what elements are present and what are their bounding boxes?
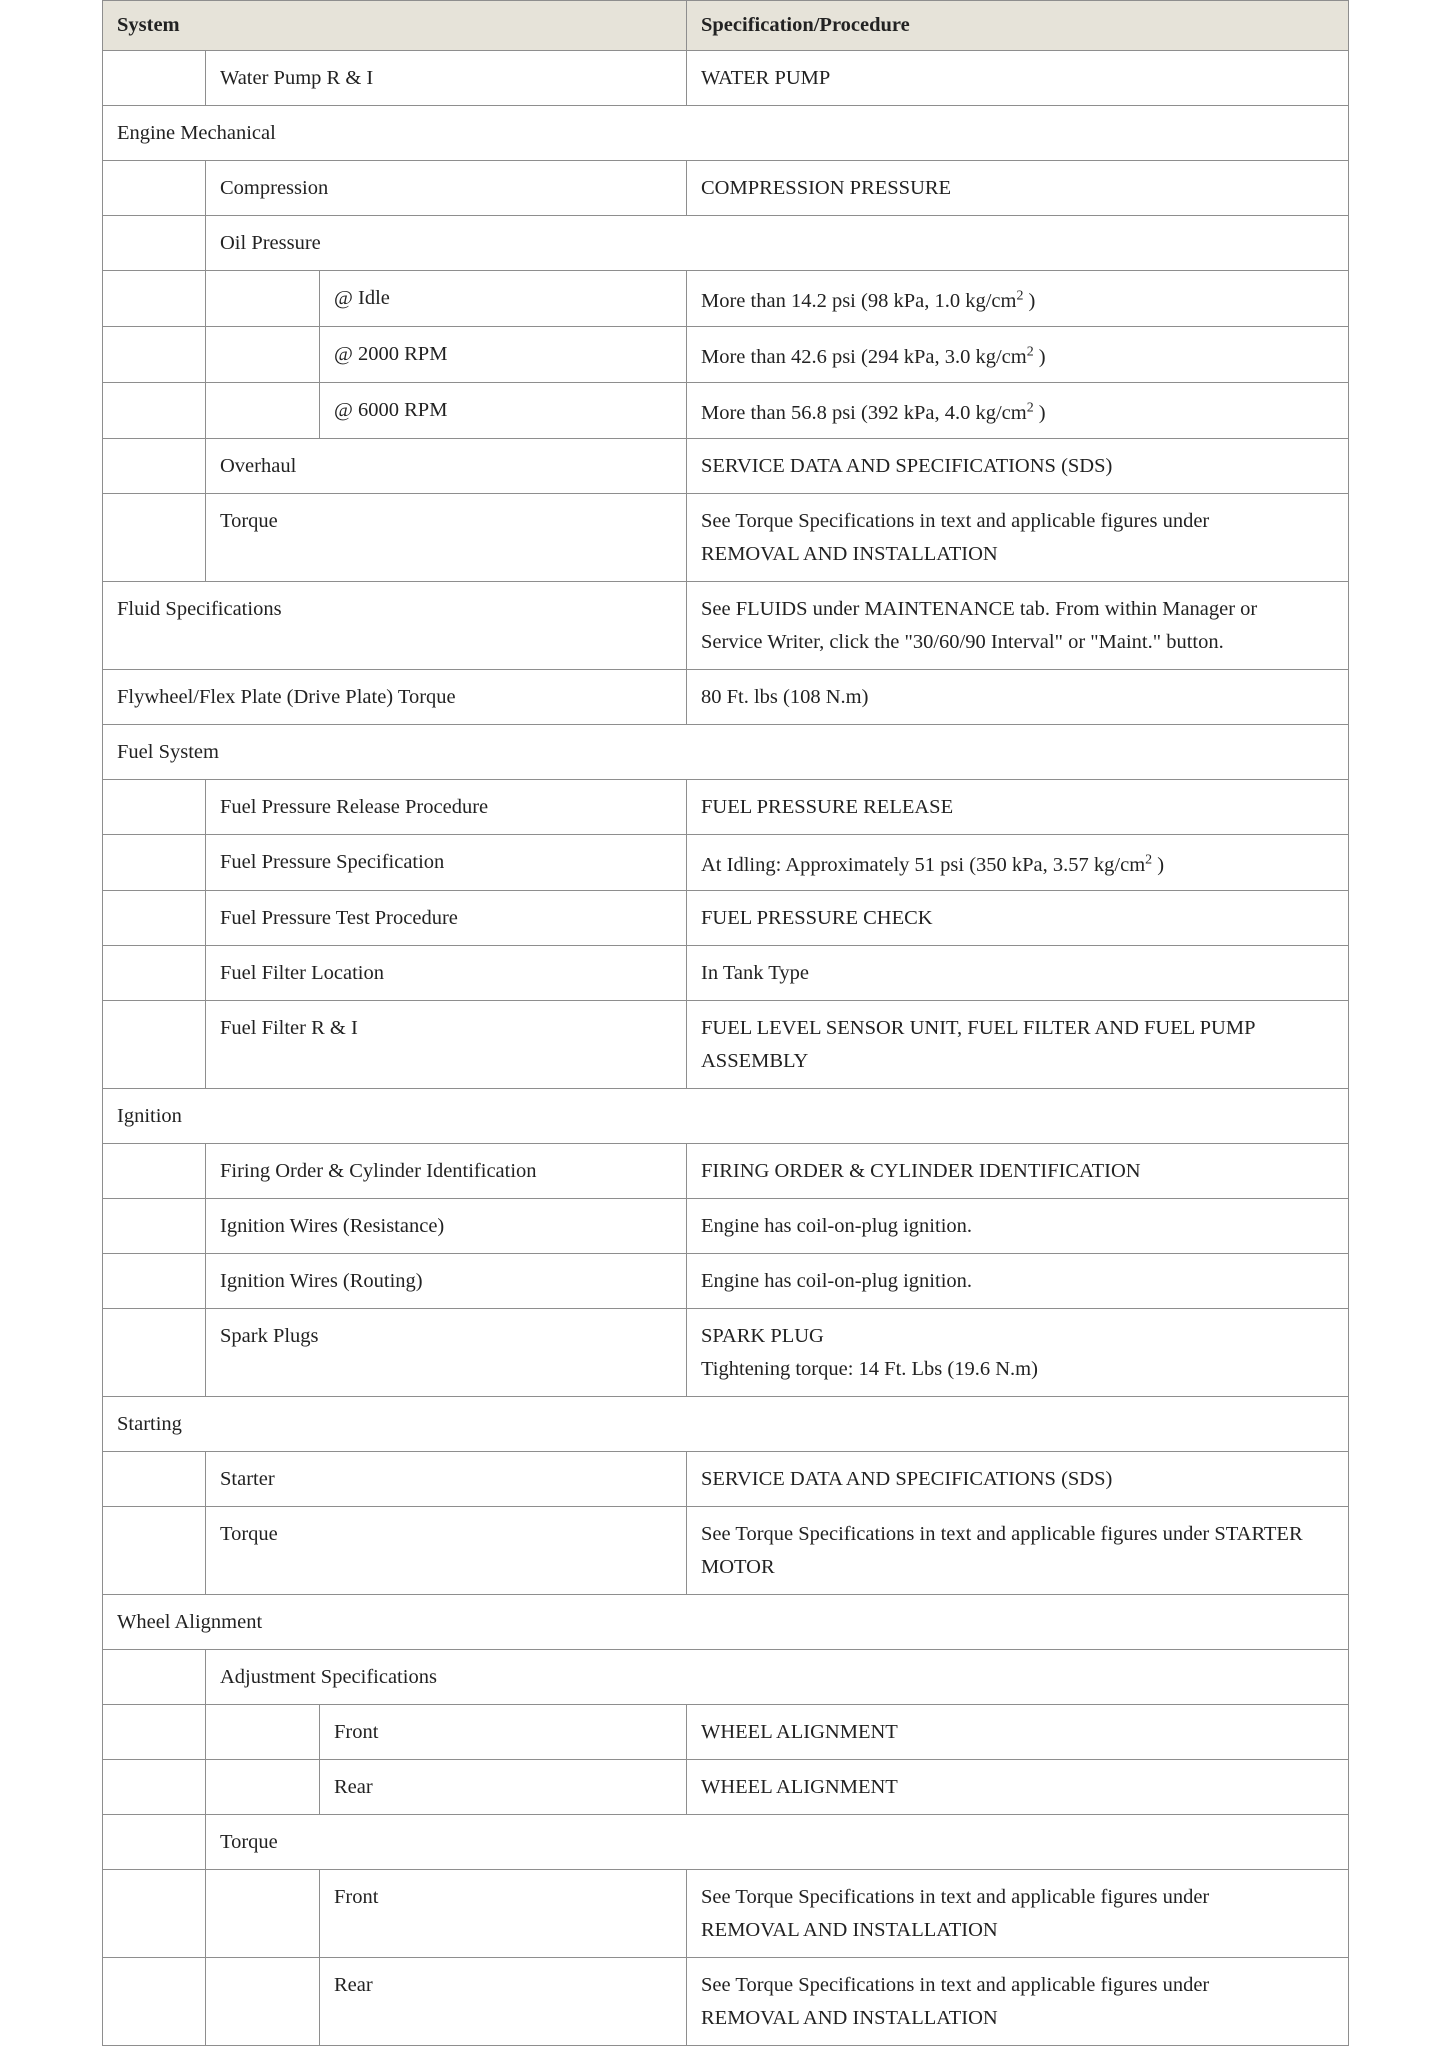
table-row	[103, 383, 1349, 439]
value-line: Tightening torque: 14 Ft. Lbs (19.6 N.m)	[701, 1358, 1038, 1380]
table-row	[103, 1760, 1349, 1815]
section-row	[103, 106, 1349, 161]
indent-cell	[103, 271, 206, 327]
value-line: See Torque Specifications in text and applicable figures under	[701, 510, 1210, 532]
row-label: Flywheel/Flex Plate (Drive Plate) Torque	[103, 670, 687, 725]
indent-cell	[103, 327, 206, 383]
table-row	[103, 835, 1349, 891]
indent-cell	[103, 161, 206, 216]
value-line: MOTOR	[701, 1556, 775, 1578]
value-line: REMOVAL AND INSTALLATION	[701, 543, 998, 565]
subsection-label: Adjustment Specifications	[206, 1650, 1349, 1705]
subsection-row	[103, 1650, 1349, 1705]
value-line: SPARK PLUG	[701, 1325, 824, 1347]
value-line: REMOVAL AND INSTALLATION	[701, 2007, 998, 2029]
table-row	[103, 494, 1349, 582]
header-system: System	[103, 1, 687, 51]
row-value: 80 Ft. lbs (108 N.m)	[687, 670, 1349, 725]
row-label: Starter	[206, 1452, 687, 1507]
section-label: Starting	[103, 1397, 1349, 1452]
table-row	[103, 161, 1349, 216]
indent-cell	[103, 439, 206, 494]
indent-cell	[103, 216, 206, 271]
row-value	[687, 1507, 1349, 1595]
row-value: Engine has coil-on-plug ignition.	[687, 1254, 1349, 1309]
row-value	[687, 1958, 1349, 2046]
value-text: At Idling: Approximately 51 psi (350 kPa, 3.57 kg/cm	[701, 854, 1146, 876]
row-value: FUEL PRESSURE CHECK	[687, 891, 1349, 946]
indent-cell	[206, 1760, 320, 1815]
section-row	[103, 725, 1349, 780]
row-value: FUEL PRESSURE RELEASE	[687, 780, 1349, 835]
row-label: Fuel Filter R & I	[206, 1001, 687, 1089]
indent-cell	[103, 1650, 206, 1705]
row-value	[687, 1001, 1349, 1089]
header-specification: Specification/Procedure	[687, 1, 1349, 51]
indent-cell	[103, 1870, 206, 1958]
row-value: In Tank Type	[687, 946, 1349, 1001]
row-value: SERVICE DATA AND SPECIFICATIONS (SDS)	[687, 1452, 1349, 1507]
row-label: @ Idle	[320, 271, 687, 327]
indent-cell	[103, 1144, 206, 1199]
indent-cell	[103, 1507, 206, 1595]
row-label: Ignition Wires (Routing)	[206, 1254, 687, 1309]
row-value	[687, 835, 1349, 891]
row-label: Ignition Wires (Resistance)	[206, 1199, 687, 1254]
indent-cell	[206, 383, 320, 439]
row-value	[687, 582, 1349, 670]
table-row	[103, 271, 1349, 327]
row-label: Fuel Pressure Test Procedure	[206, 891, 687, 946]
value-line: ASSEMBLY	[701, 1050, 809, 1072]
specifications-table	[102, 0, 1349, 2046]
indent-cell	[103, 891, 206, 946]
indent-cell	[103, 1958, 206, 2046]
indent-cell	[206, 1958, 320, 2046]
superscript: 2	[1016, 288, 1024, 304]
indent-cell	[103, 1452, 206, 1507]
table-row	[103, 670, 1349, 725]
table-row	[103, 780, 1349, 835]
value-line: See Torque Specifications in text and applicable figures under	[701, 1974, 1210, 1996]
indent-cell	[103, 383, 206, 439]
table-row	[103, 439, 1349, 494]
table-row	[103, 1001, 1349, 1089]
section-label: Ignition	[103, 1089, 1349, 1144]
value-tail: )	[1033, 346, 1046, 368]
table-header-row	[103, 1, 1349, 51]
superscript: 2	[1145, 852, 1153, 868]
row-label: Fuel Filter Location	[206, 946, 687, 1001]
section-label: Engine Mechanical	[103, 106, 1349, 161]
row-value: COMPRESSION PRESSURE	[687, 161, 1349, 216]
table-row	[103, 327, 1349, 383]
superscript: 2	[1026, 400, 1034, 416]
row-value	[687, 494, 1349, 582]
indent-cell	[103, 1001, 206, 1089]
table-row	[103, 1254, 1349, 1309]
row-label: Torque	[206, 1507, 687, 1595]
value-tail: )	[1152, 854, 1165, 876]
row-label: Overhaul	[206, 439, 687, 494]
row-label: Fuel Pressure Specification	[206, 835, 687, 891]
indent-cell	[103, 1254, 206, 1309]
row-value: FIRING ORDER & CYLINDER IDENTIFICATION	[687, 1144, 1349, 1199]
row-value: WHEEL ALIGNMENT	[687, 1705, 1349, 1760]
subsection-label: Oil Pressure	[206, 216, 1349, 271]
indent-cell	[103, 1760, 206, 1815]
value-line: REMOVAL AND INSTALLATION	[701, 1919, 998, 1941]
indent-cell	[206, 271, 320, 327]
table-row	[103, 51, 1349, 106]
section-row	[103, 1595, 1349, 1650]
indent-cell	[103, 1815, 206, 1870]
row-value: WATER PUMP	[687, 51, 1349, 106]
row-label: Rear	[320, 1958, 687, 2046]
indent-cell	[206, 1870, 320, 1958]
row-label: Torque	[206, 494, 687, 582]
table-row	[103, 1144, 1349, 1199]
indent-cell	[103, 946, 206, 1001]
indent-cell	[103, 835, 206, 891]
row-value: SERVICE DATA AND SPECIFICATIONS (SDS)	[687, 439, 1349, 494]
row-value	[687, 383, 1349, 439]
value-line: See Torque Specifications in text and applicable figures under STARTER	[701, 1523, 1303, 1545]
table-row	[103, 1705, 1349, 1760]
superscript: 2	[1026, 344, 1034, 360]
subsection-label: Torque	[206, 1815, 1349, 1870]
value-text: More than 42.6 psi (294 kPa, 3.0 kg/cm	[701, 346, 1027, 368]
indent-cell	[103, 1199, 206, 1254]
row-label: Rear	[320, 1760, 687, 1815]
subsection-row	[103, 216, 1349, 271]
row-label: Fluid Specifications	[103, 582, 687, 670]
subsection-row	[103, 1815, 1349, 1870]
indent-cell	[103, 780, 206, 835]
row-label: Front	[320, 1705, 687, 1760]
value-line: See FLUIDS under MAINTENANCE tab. From within Manager or	[701, 598, 1258, 620]
indent-cell	[103, 494, 206, 582]
row-value	[687, 327, 1349, 383]
table-row	[103, 1870, 1349, 1958]
row-label: @ 2000 RPM	[320, 327, 687, 383]
value-line: FUEL LEVEL SENSOR UNIT, FUEL FILTER AND FUEL PUMP	[701, 1017, 1256, 1039]
value-tail: )	[1033, 402, 1046, 424]
value-line: Service Writer, click the "30/60/90 Interval" or "Maint." button.	[701, 631, 1224, 653]
section-row	[103, 1089, 1349, 1144]
value-text: More than 14.2 psi (98 kPa, 1.0 kg/cm	[701, 290, 1017, 312]
table-row	[103, 1309, 1349, 1397]
indent-cell	[103, 1705, 206, 1760]
table-row	[103, 891, 1349, 946]
table-row	[103, 1507, 1349, 1595]
table-row	[103, 1199, 1349, 1254]
section-label: Wheel Alignment	[103, 1595, 1349, 1650]
row-label: Fuel Pressure Release Procedure	[206, 780, 687, 835]
row-value	[687, 271, 1349, 327]
table-row	[103, 1958, 1349, 2046]
row-label: Spark Plugs	[206, 1309, 687, 1397]
row-label: @ 6000 RPM	[320, 383, 687, 439]
row-label: Water Pump R & I	[206, 51, 687, 106]
indent-cell	[103, 1309, 206, 1397]
value-line: See Torque Specifications in text and applicable figures under	[701, 1886, 1210, 1908]
row-label: Compression	[206, 161, 687, 216]
row-value: WHEEL ALIGNMENT	[687, 1760, 1349, 1815]
table-row	[103, 582, 1349, 670]
section-row	[103, 1397, 1349, 1452]
indent-cell	[103, 51, 206, 106]
row-value: Engine has coil-on-plug ignition.	[687, 1199, 1349, 1254]
row-value	[687, 1870, 1349, 1958]
value-tail: )	[1023, 290, 1036, 312]
table-row	[103, 946, 1349, 1001]
indent-cell	[206, 327, 320, 383]
row-label: Firing Order & Cylinder Identification	[206, 1144, 687, 1199]
table-row	[103, 1452, 1349, 1507]
row-value	[687, 1309, 1349, 1397]
indent-cell	[206, 1705, 320, 1760]
section-label: Fuel System	[103, 725, 1349, 780]
value-text: More than 56.8 psi (392 kPa, 4.0 kg/cm	[701, 402, 1027, 424]
row-label: Front	[320, 1870, 687, 1958]
